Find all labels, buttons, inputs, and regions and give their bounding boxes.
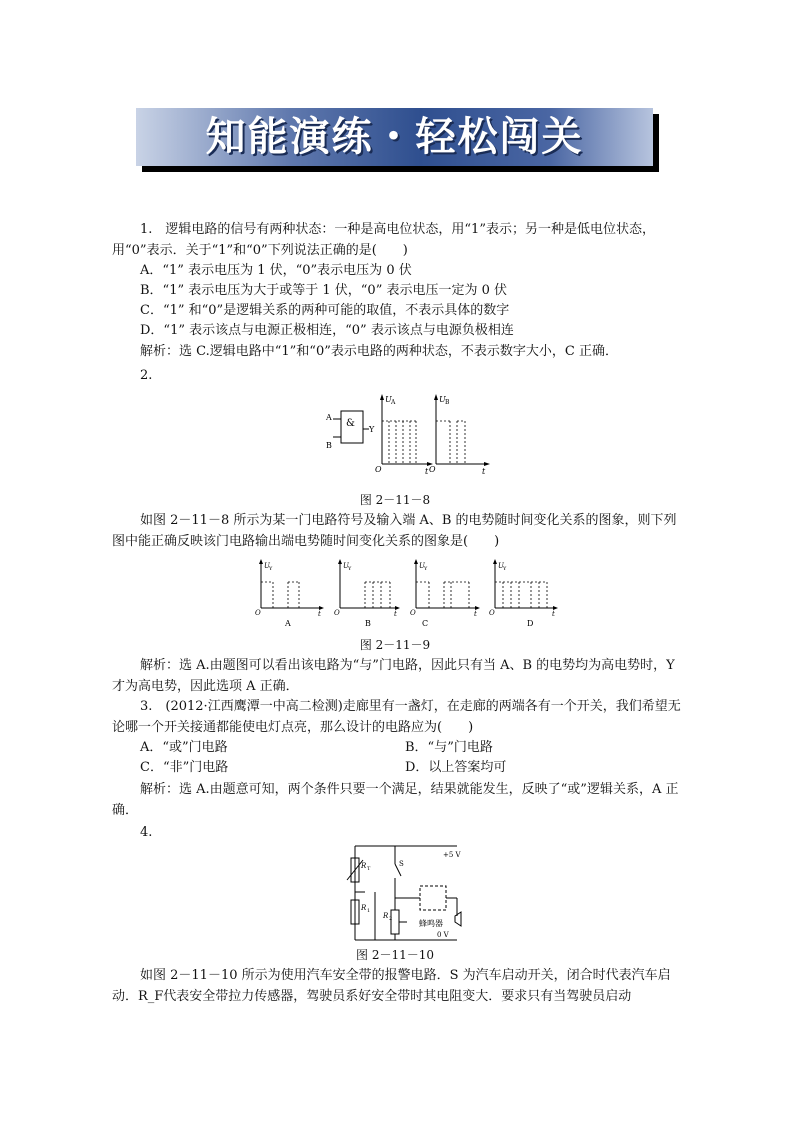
fig-2-11-8-caption: 图 2－11－8: [359, 493, 431, 507]
label-switch-s: S: [399, 860, 404, 868]
choice-label-c: C: [422, 619, 429, 628]
fig-2-11-9-caption: 图 2－11－9: [359, 638, 431, 652]
figure-2-11-8: [325, 392, 495, 478]
choice-label-d: D: [527, 619, 534, 628]
gate-input-b: B: [326, 441, 332, 450]
graph-ub-origin: O: [429, 465, 436, 474]
label-buzzer: 蜂鸣器: [419, 919, 443, 928]
choice-a-ysub: Y: [269, 566, 273, 572]
q1-option-d: D．“1” 表示该点与电源正极相连，“0” 表示该点与电源负极相连: [140, 323, 514, 338]
choice-graph-c: [410, 559, 480, 628]
choice-c-xlabel: t: [474, 610, 477, 618]
q3-option-d: D．以上答案均可: [405, 760, 507, 775]
q2-number: 2.: [140, 368, 153, 383]
choice-graph-a: [255, 559, 324, 628]
choice-graph-d: [489, 559, 558, 628]
choice-graph-b: [334, 559, 400, 628]
q1-option-a: A．“1” 表示电压为 1 伏，“0”表示电压为 0 伏: [140, 263, 412, 278]
label-0v: 0 V: [437, 931, 449, 939]
q2-stem: 如图 2－11－8 所示为某一门电路符号及输入端 A、B 的电势随时间变化关系的图象，则下列图中能正确反映该门电路输出端电势随时间变化关系的图象是( ): [112, 513, 677, 549]
q3-stem: 3. (2012·江西鹰潭一中高二检测)走廊里有一盏灯，在走廊的两端各有一个开关，我们希望无论哪一个开关接通都能使电灯点亮，那么设计的电路应为( ): [112, 699, 681, 735]
graph-ua-xlabel: t: [425, 467, 429, 476]
graph-ub-ysub: B: [445, 399, 450, 406]
and-gate-symbol: [325, 411, 375, 450]
graph-ub-xlabel: t: [482, 467, 486, 476]
choice-d-xlabel: t: [552, 610, 555, 618]
graph-ua-ylabel: U: [385, 395, 392, 404]
graph-ua: [375, 394, 433, 476]
choice-b-ysub: Y: [348, 566, 352, 572]
figure-2-11-10: [345, 842, 465, 946]
q3-option-b: B．“与”门电路: [405, 740, 493, 755]
q3-option-c: C．“非”门电路: [140, 760, 229, 775]
gate-symbol: &: [346, 418, 355, 429]
gate-output-y: Y: [369, 425, 375, 434]
q4-stem: 如图 2－11－10 所示为使用汽车安全带的报警电路．S 为汽车启动开关，闭合时代表汽车启动．R_F代表安全带拉力传感器，驾驶员系好安全带时其电阻变大．要求只有当驾驶员启动: [112, 968, 671, 1004]
fig-2-11-10-caption: 图 2－11－10: [356, 948, 434, 962]
banner-title: 知能演练・轻松闯关: [205, 114, 584, 160]
section-banner: [136, 108, 653, 166]
gate-input-a: A: [326, 413, 332, 422]
q1-stem: 1. 逻辑电路的信号有两种状态：一种是高电位状态，用“1”表示；另一种是低电位状态，用“0”表示．关于“1”和“0”下列说法正确的是( ): [112, 222, 655, 258]
choice-label-a: A: [285, 619, 291, 628]
choice-b-ylabel: U: [343, 562, 349, 570]
graph-ub-ylabel: U: [439, 395, 446, 404]
label-r2: R: [383, 912, 389, 920]
q1-option-c: C．“1” 和“0”是逻辑关系的两种可能的取值，不表示具体的数字: [140, 303, 510, 318]
choice-c-origin: O: [410, 609, 416, 617]
q2-analysis: 解析：选 A.由题图可以看出该电路为“与”门电路，因此只有当 A、B 的电势均为高电势时，Y 才为高电势，因此选项 A 正确．: [112, 658, 675, 694]
q3-option-a: A．“或”门电路: [140, 740, 228, 755]
choice-d-ysub: Y: [503, 566, 507, 572]
choice-a-origin: O: [255, 609, 261, 617]
label-r2-sub: 2: [389, 916, 393, 922]
q3-analysis: 解析：选 A.由题意可知，两个条件只要一个满足，结果就能发生，反映了“或”逻辑关系，A 正确．: [112, 782, 679, 818]
q1-analysis: 解析：选 C.逻辑电路中“1”和“0”表示电路的两种状态，不表示数字大小，C 正确．: [140, 344, 618, 359]
label-r1: R: [361, 904, 367, 912]
choice-c-ysub: Y: [424, 566, 428, 572]
choice-label-b: B: [365, 619, 371, 628]
alarm-circuit: [347, 846, 461, 940]
choice-d-origin: O: [489, 609, 495, 617]
figure-2-11-9: [253, 558, 563, 630]
label-rt: R: [361, 862, 367, 870]
label-plus5v: +5 V: [443, 851, 461, 859]
label-r1-sub: 1: [367, 908, 371, 914]
graph-ua-origin: O: [375, 465, 382, 474]
choice-b-xlabel: t: [394, 610, 397, 618]
choice-a-xlabel: t: [318, 610, 321, 618]
q4-number: 4.: [140, 825, 153, 840]
label-rt-sub: T: [367, 866, 371, 872]
choice-d-ylabel: U: [498, 562, 504, 570]
q1-option-b: B．“1” 表示电压为大于或等于 1 伏，“0” 表示电压一定为 0 伏: [140, 283, 508, 298]
graph-ub: [429, 394, 490, 476]
choice-a-ylabel: U: [264, 562, 270, 570]
graph-ua-ysub: A: [391, 399, 396, 406]
choice-c-ylabel: U: [419, 562, 425, 570]
choice-b-origin: O: [334, 609, 340, 617]
